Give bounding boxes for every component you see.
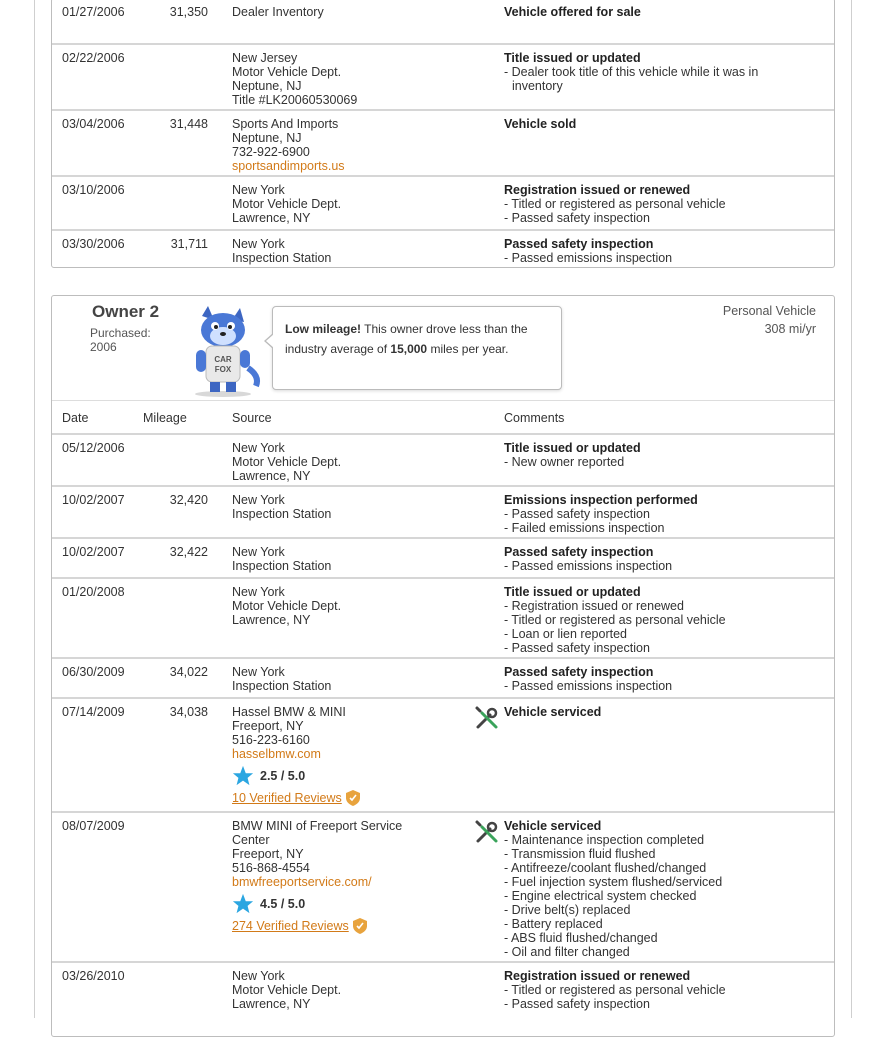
comment-heading: Title issued or updated xyxy=(504,585,641,599)
owner-usage xyxy=(723,302,816,338)
comment-heading: Title issued or updated xyxy=(504,51,641,65)
row-source xyxy=(232,237,482,265)
comment-line: - Passed safety inspection xyxy=(504,507,650,521)
row-mileage: 31,711 xyxy=(170,237,208,251)
owner-1-history-table xyxy=(51,0,835,268)
table-row xyxy=(52,697,834,811)
row-mileage: 34,038 xyxy=(169,705,208,719)
source-line: Dealer Inventory xyxy=(232,5,324,19)
verified-reviews-link[interactable]: 274 Verified Reviews xyxy=(232,919,349,933)
row-mileage: 31,350 xyxy=(169,5,208,19)
row-date: 01/27/2006 xyxy=(62,5,125,19)
row-date: 03/04/2006 xyxy=(62,117,125,131)
comment-line: - Transmission fluid flushed xyxy=(504,847,656,861)
row-source xyxy=(232,585,482,627)
row-mileage: 34,022 xyxy=(169,665,208,679)
table-row xyxy=(52,43,834,109)
comment-line: - Maintenance inspection completed xyxy=(504,833,705,847)
comment-line: inventory xyxy=(512,79,563,93)
comment-heading: Vehicle serviced xyxy=(504,705,602,719)
row-comments xyxy=(504,665,824,693)
row-comments xyxy=(504,117,824,131)
comment-line: - Registration issued or renewed xyxy=(504,599,684,613)
source-line: Freeport, NY xyxy=(232,847,304,861)
wrench-screwdriver-icon xyxy=(474,705,500,731)
comment-line: - Passed safety inspection xyxy=(504,211,650,225)
source-line: Inspection Station xyxy=(232,507,332,521)
comment-line: - Passed emissions inspection xyxy=(504,679,673,693)
header-comments: Comments xyxy=(504,411,565,425)
comment-line: - New owner reported xyxy=(504,455,625,469)
verified-reviews-link[interactable]: 10 Verified Reviews xyxy=(232,791,342,805)
source-line: Lawrence, NY xyxy=(232,997,311,1011)
row-comments xyxy=(504,705,824,719)
row-source xyxy=(232,819,482,934)
table-row xyxy=(52,811,834,961)
callout-tail: miles per year. xyxy=(427,342,509,356)
comment-line: - Battery replaced xyxy=(504,917,603,931)
comment-line: - ABS fluid flushed/changed xyxy=(504,931,658,945)
source-line: Title #LK20060530069 xyxy=(232,93,358,107)
comment-line: - Fuel injection system flushed/serviced xyxy=(504,875,723,889)
comment-heading: Passed safety inspection xyxy=(504,237,654,251)
comment-heading: Emissions inspection performed xyxy=(504,493,698,507)
page-border-right xyxy=(851,0,852,1018)
row-source xyxy=(232,493,482,521)
svg-text:FOX: FOX xyxy=(214,365,232,374)
source-line: Freeport, NY xyxy=(232,719,304,733)
dealer-rating xyxy=(232,893,482,915)
source-line: New York xyxy=(232,237,285,251)
row-source xyxy=(232,183,482,225)
source-line: Neptune, NJ xyxy=(232,131,302,145)
source-line: New York xyxy=(232,441,285,455)
row-date: 02/22/2006 xyxy=(62,51,125,65)
vehicle-type: Personal Vehicle xyxy=(722,304,816,318)
header-source: Source xyxy=(232,411,272,425)
source-line: Motor Vehicle Dept. xyxy=(232,599,342,613)
owner-2-header xyxy=(52,296,834,401)
callout-number: 15,000 xyxy=(390,342,428,356)
header-date: Date xyxy=(62,411,89,425)
callout-body: This owner drove less than the industry average of xyxy=(285,322,528,356)
row-comments xyxy=(504,493,824,535)
source-line: Lawrence, NY xyxy=(232,469,311,483)
row-date: 03/30/2006 xyxy=(62,237,125,251)
table-row xyxy=(52,657,834,697)
source-line: 516-868-4554 xyxy=(232,861,310,875)
dealer-rating xyxy=(232,765,482,787)
page-border-left xyxy=(34,0,35,1018)
source-line: Sports And Imports xyxy=(232,117,339,131)
callout-bold: Low mileage! xyxy=(285,322,362,336)
row-date: 08/07/2009 xyxy=(62,819,125,833)
comment-heading: Registration issued or renewed xyxy=(504,183,691,197)
row-source xyxy=(232,545,482,573)
rating-value: 2.5 / 5.0 xyxy=(260,769,306,783)
source-line: Inspection Station xyxy=(232,251,332,265)
rating-value: 4.5 / 5.0 xyxy=(260,897,306,911)
comment-line: - Antifreeze/coolant flushed/changed xyxy=(504,861,707,875)
verified-reviews[interactable] xyxy=(232,790,482,806)
table-row xyxy=(52,537,834,577)
owner-purchased xyxy=(90,326,151,354)
row-comments xyxy=(504,545,824,573)
comment-line: - Engine electrical system checked xyxy=(504,889,697,903)
table-row xyxy=(52,577,834,657)
car-fox-mascot-icon xyxy=(182,306,264,398)
source-line: New Jersey xyxy=(232,51,298,65)
star-icon xyxy=(232,893,254,915)
owner-2-history-table xyxy=(51,295,835,1037)
verified-badge-icon xyxy=(353,918,367,934)
table-row xyxy=(52,229,834,269)
row-date: 05/12/2006 xyxy=(62,441,125,455)
comment-line: - Oil and filter changed xyxy=(504,945,630,959)
source-line: New York xyxy=(232,665,285,679)
comment-heading: Registration issued or renewed xyxy=(504,969,691,983)
source-line: New York xyxy=(232,183,285,197)
row-source xyxy=(232,51,482,107)
table-row xyxy=(52,175,834,229)
wrench-screwdriver-icon xyxy=(474,819,500,845)
row-comments xyxy=(504,819,824,959)
callout-text xyxy=(285,319,551,359)
comment-line: - Titled or registered as personal vehicle xyxy=(504,197,726,211)
source-line: Motor Vehicle Dept. xyxy=(232,455,342,469)
row-date: 06/30/2009 xyxy=(62,665,125,679)
source-line: Motor Vehicle Dept. xyxy=(232,197,342,211)
verified-badge-icon xyxy=(346,790,360,806)
comment-heading: Passed safety inspection xyxy=(504,665,654,679)
table-row xyxy=(52,109,834,175)
source-line: Inspection Station xyxy=(232,559,332,573)
source-line: Lawrence, NY xyxy=(232,613,311,627)
source-line: 732-922-6900 xyxy=(232,145,310,159)
source-line: New York xyxy=(232,545,285,559)
row-source xyxy=(232,969,482,1011)
row-date: 01/20/2008 xyxy=(62,585,125,599)
row-source xyxy=(232,441,482,483)
comment-line: - Titled or registered as personal vehicle xyxy=(504,613,726,627)
purchased-label: Purchased: xyxy=(90,326,151,340)
source-line: Motor Vehicle Dept. xyxy=(232,65,342,79)
row-comments xyxy=(504,183,824,225)
comment-heading: Vehicle sold xyxy=(504,117,577,131)
table-row xyxy=(52,485,834,537)
source-line: Hassel BMW & MINI xyxy=(232,705,346,719)
comment-line: - Passed emissions inspection xyxy=(504,251,673,265)
row-source xyxy=(232,665,482,693)
source-line: New York xyxy=(232,585,285,599)
table-row xyxy=(52,0,834,43)
table-header xyxy=(52,401,834,435)
comment-heading: Passed safety inspection xyxy=(504,545,654,559)
comment-line: - Loan or lien reported xyxy=(504,627,627,641)
comment-line: - Dealer took title of this vehicle while it was in xyxy=(504,65,759,79)
svg-text:CAR: CAR xyxy=(214,355,232,364)
source-line: Neptune, NJ xyxy=(232,79,302,93)
comment-line: - Passed emissions inspection xyxy=(504,559,673,573)
source-line: New York xyxy=(232,969,285,983)
owner-title: Owner 2 xyxy=(92,302,160,321)
low-mileage-callout xyxy=(272,306,562,390)
source-line: New York xyxy=(232,493,285,507)
verified-reviews[interactable] xyxy=(232,918,482,934)
miles-per-year: 308 mi/yr xyxy=(764,322,816,336)
row-comments xyxy=(504,441,824,469)
source-line: BMW MINI of Freeport Service xyxy=(232,819,403,833)
source-line: Lawrence, NY xyxy=(232,211,311,225)
row-source xyxy=(232,705,482,806)
row-date: 10/02/2007 xyxy=(62,493,125,507)
row-date: 03/26/2010 xyxy=(62,969,125,983)
source-line: Motor Vehicle Dept. xyxy=(232,983,342,997)
row-date: 07/14/2009 xyxy=(62,705,125,719)
table-row xyxy=(52,961,834,1023)
table-row xyxy=(52,435,834,485)
row-comments xyxy=(504,237,824,265)
dealer-website-link[interactable]: hasselbmw.com xyxy=(232,747,321,761)
row-comments xyxy=(504,5,824,19)
row-source xyxy=(232,5,482,19)
source-line: Inspection Station xyxy=(232,679,332,693)
comment-heading: Title issued or updated xyxy=(504,441,641,455)
comment-line: - Passed safety inspection xyxy=(504,641,650,655)
comment-heading: Vehicle offered for sale xyxy=(504,5,641,19)
source-line: 516-223-6160 xyxy=(232,733,310,747)
row-mileage: 32,422 xyxy=(169,545,208,559)
source-line: Center xyxy=(232,833,270,847)
row-mileage: 32,420 xyxy=(169,493,208,507)
comment-line: - Drive belt(s) replaced xyxy=(504,903,631,917)
comment-line: - Passed safety inspection xyxy=(504,997,650,1011)
row-source xyxy=(232,117,482,173)
row-mileage: 31,448 xyxy=(169,117,208,131)
row-comments xyxy=(504,51,824,93)
dealer-website-link[interactable]: bmwfreeportservice.com/ xyxy=(232,875,372,889)
row-comments xyxy=(504,585,824,655)
comment-heading: Vehicle serviced xyxy=(504,819,602,833)
comment-line: - Titled or registered as personal vehicle xyxy=(504,983,726,997)
dealer-website-link[interactable]: sportsandimports.us xyxy=(232,159,345,173)
row-date: 03/10/2006 xyxy=(62,183,125,197)
star-icon xyxy=(232,765,254,787)
comment-line: - Failed emissions inspection xyxy=(504,521,665,535)
row-date: 10/02/2007 xyxy=(62,545,125,559)
row-comments xyxy=(504,969,824,1011)
header-mileage: Mileage xyxy=(143,411,187,425)
purchased-year: 2006 xyxy=(90,340,117,354)
